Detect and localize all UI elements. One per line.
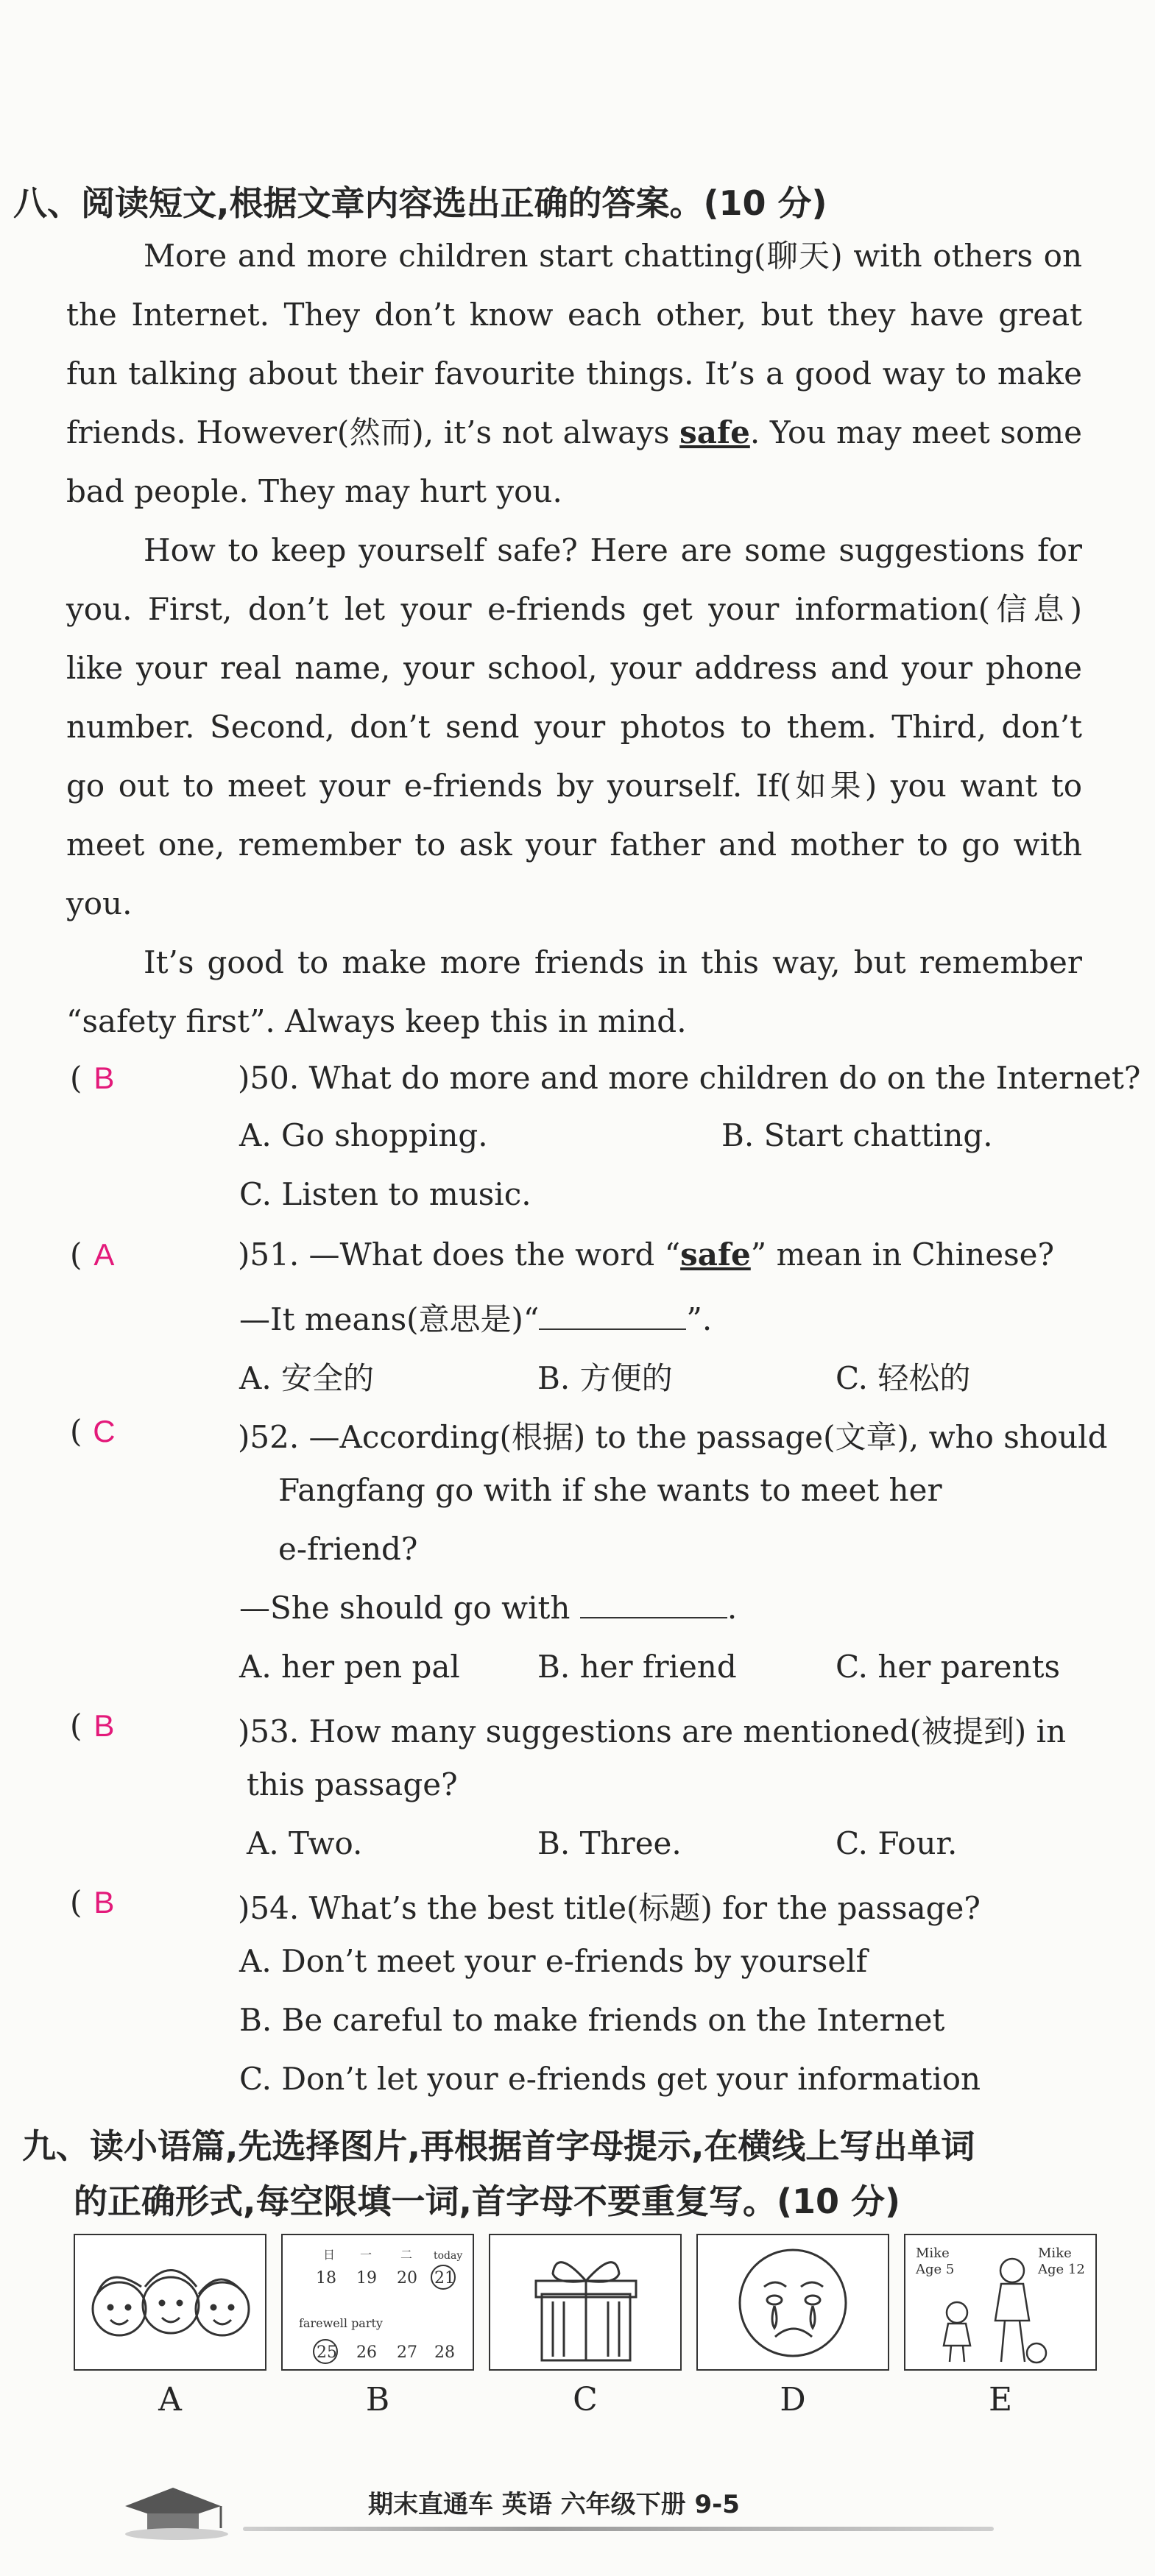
q53-line2: this passage? (247, 1766, 458, 1802)
q51-option-c: C. 轻松的 (836, 1360, 971, 1396)
cal-r2-3: 28 (434, 2343, 455, 2362)
cal-r1-1: 19 (356, 2269, 377, 2287)
answer-50: B (93, 1061, 115, 1095)
question-54-text: )54. What’s the best title(标题) for the passage? (238, 1890, 981, 1926)
paren-open: ( (70, 1708, 82, 1744)
picture-d-crying-face-icon (696, 2234, 889, 2371)
picture-label-b: B (365, 2381, 390, 2418)
q52-blank[interactable] (580, 1592, 727, 1618)
p1-keyword-safe: safe (679, 414, 750, 450)
question-53 (70, 1708, 1067, 1749)
picture-label-c: C (573, 2381, 598, 2418)
question-54 (70, 1884, 981, 1926)
section9-title-line1: 九、读小语篇,先选择图片,再根据首字母提示,在横线上写出单词 (22, 2126, 975, 2166)
graduation-cap-icon (110, 2477, 236, 2543)
q54-option-c: C. Don’t let your e-friends get your information (239, 2061, 981, 2097)
picture-e-mike-ages-icon (904, 2234, 1097, 2371)
footer-divider (243, 2527, 994, 2531)
question-53-text: )53. How many suggestions are mentioned(被提到) in (238, 1713, 1067, 1749)
answer-53: B (93, 1708, 115, 1743)
picture-label-d: D (780, 2381, 806, 2418)
q52-option-a: A. her pen pal (239, 1649, 460, 1685)
cal-h3: 二 (400, 2248, 413, 2262)
e-mike2: Mike (1038, 2246, 1072, 2261)
p1-text-b: . You may meet some bad people. They may hurt you. (66, 414, 1082, 509)
q51-option-a: A. 安全的 (239, 1360, 375, 1396)
footer-text: 期末直通车 英语 六年级下册 9-5 (368, 2490, 740, 2519)
cal-h2: 一 (360, 2248, 372, 2262)
passage-paragraph-1 (66, 227, 1082, 521)
cal-party: farewell party (299, 2316, 383, 2330)
q51-blank[interactable] (539, 1303, 686, 1330)
paren-open: ( (70, 1236, 82, 1273)
q52-option-b: B. her friend (537, 1649, 737, 1685)
picture-label-e: E (988, 2381, 1013, 2418)
paren-open: ( (70, 1413, 82, 1449)
q52-line2: Fangfang go with if she wants to meet her (278, 1472, 942, 1508)
question-51 (70, 1236, 1054, 1273)
q51-text-post: ” mean in Chinese? (750, 1236, 1054, 1273)
answer-52: C (93, 1414, 116, 1448)
picture-label-a: A (158, 2381, 182, 2418)
cal-h1: 日 (323, 2248, 336, 2262)
question-50 (70, 1060, 1141, 1096)
e-age2: Age 12 (1038, 2262, 1085, 2277)
picture-row (74, 2234, 1097, 2374)
section8-title: 八、阅读短文,根据文章内容选出正确的答案。(10 分) (13, 183, 827, 223)
q51-line2-post: ”. (686, 1301, 713, 1337)
q51-option-b: B. 方便的 (537, 1360, 673, 1396)
e-mike1: Mike (916, 2246, 950, 2261)
cal-r2-1: 26 (356, 2343, 377, 2362)
q52-line4 (239, 1590, 737, 1626)
picture-b-calendar-icon (281, 2234, 474, 2371)
q51-line2-pre: —It means(意思是)“ (239, 1301, 540, 1337)
question-51-text (238, 1236, 1054, 1273)
question-50-text: )50. What do more and more children do on the Internet? (238, 1060, 1141, 1096)
cal-r1-2: 20 (397, 2269, 417, 2287)
question-52 (70, 1413, 1108, 1455)
cal-r2-0: 25 (317, 2343, 337, 2362)
paren-open: ( (70, 1884, 82, 1920)
answer-54: B (93, 1885, 115, 1919)
q51-keyword: safe (680, 1236, 751, 1273)
cal-r1-0: 18 (316, 2269, 336, 2287)
q50-option-a: A. Go shopping. (239, 1117, 488, 1153)
q50-option-c: C. Listen to music. (239, 1176, 531, 1212)
q53-option-b: B. Three. (537, 1825, 682, 1861)
q52-line3: e-friend? (278, 1531, 418, 1567)
q51-text-pre: )51. —What does the word “ (238, 1236, 681, 1273)
q53-option-a: A. Two. (247, 1825, 363, 1861)
q53-option-c: C. Four. (836, 1825, 958, 1861)
cal-today: today (434, 2250, 463, 2262)
q52-line4-pre: —She should go with (239, 1590, 580, 1626)
q54-option-a: A. Don’t meet your e-friends by yourself (239, 1943, 868, 1979)
e-age1: Age 5 (916, 2262, 955, 2277)
paren-open: ( (70, 1060, 82, 1096)
section9-title-line2: 的正确形式,每空限填一词,首字母不要重复写。(10 分) (74, 2182, 901, 2221)
passage-paragraph-3: It’s good to make more friends in this way, but remember “safety first”. Always keep this in mind. (66, 944, 1082, 1039)
passage-paragraph-2: How to keep yourself safe? Here are some suggestions for you. First, don’t let your e-friends get your information(信息) like your real name, your school, your address and your phone number. Second, don’t send your photos to them. Third, don’t go out to meet your e-friends by yourself. If(如果) you want to meet one, remember to ask your father and mother to go with you. (66, 532, 1082, 921)
question-52-text: )52. —According(根据) to the passage(文章), who should (238, 1419, 1108, 1455)
q51-line2 (239, 1295, 712, 1340)
answer-51: A (93, 1237, 115, 1272)
page-footer (110, 2484, 994, 2543)
picture-c-gift-icon (489, 2234, 682, 2371)
cal-r2-2: 27 (397, 2343, 417, 2362)
q54-option-b: B. Be careful to make friends on the Internet (239, 2002, 945, 2038)
q52-option-c: C. her parents (836, 1649, 1061, 1685)
picture-a-friends-icon (74, 2234, 266, 2371)
p1-text-a: More and more children start chatting(聊天) with others on the Internet. They don’t know each other, but they have great fun talking about their favourite things. It’s a good way to make friends. However(然而), it’s not always (66, 238, 1082, 450)
reading-passage (66, 227, 1082, 1051)
q52-line4-post: . (727, 1590, 738, 1626)
q50-option-b: B. Start chatting. (721, 1117, 993, 1153)
cal-r1-3: 21 (434, 2269, 455, 2287)
